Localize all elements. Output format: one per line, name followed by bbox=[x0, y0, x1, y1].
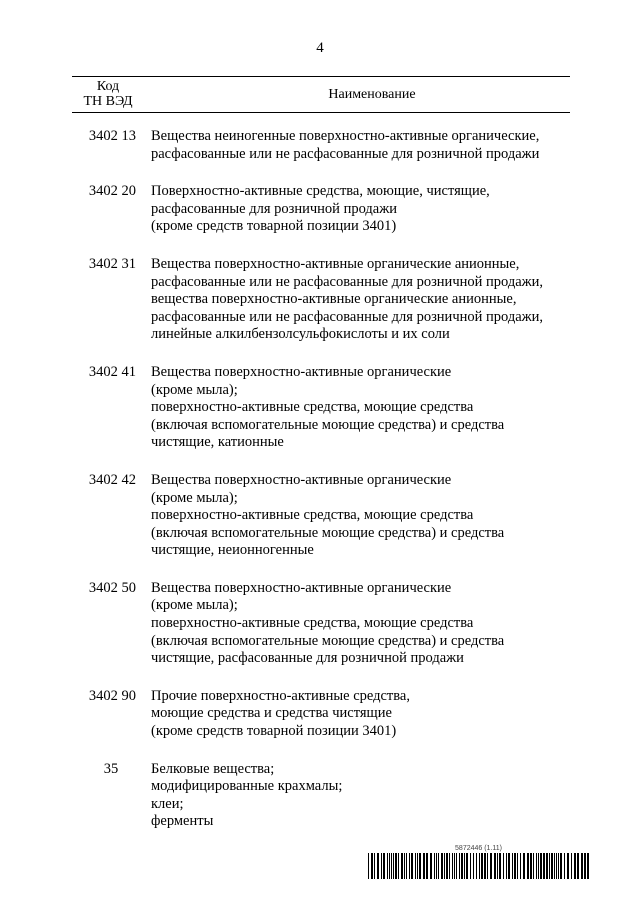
entry-name bbox=[151, 580, 571, 668]
page-number: 4 bbox=[316, 40, 324, 56]
entry-name-line: Поверхностно-активные средства, моющие, чистящие, bbox=[151, 183, 490, 200]
entry-name-line: ферменты bbox=[151, 813, 214, 830]
code-column-header bbox=[72, 79, 144, 109]
code-header-line1: Код bbox=[96, 79, 120, 94]
entry-35 bbox=[0, 761, 640, 831]
entry-name-line: (кроме средств товарной позиции 3401) bbox=[151, 723, 397, 740]
entry-name-line: чистящие, неионногенные bbox=[151, 542, 314, 559]
entry-3402-90 bbox=[0, 688, 640, 741]
entry-name bbox=[151, 472, 571, 560]
entry-name-line: чистящие, катионные bbox=[151, 434, 284, 451]
entry-code: 3402 42 bbox=[88, 471, 136, 488]
entry-name-line: модифицированные крахмалы; bbox=[151, 778, 343, 795]
entry-name bbox=[151, 183, 571, 236]
name-column-header: Наименование bbox=[328, 87, 416, 102]
entry-name-line: (кроме мыла); bbox=[151, 597, 238, 614]
barcode-icon bbox=[368, 853, 590, 879]
entry-name bbox=[151, 688, 571, 741]
entry-code: 3402 50 bbox=[88, 579, 136, 596]
entry-name-line: поверхностно-активные средства, моющие средства bbox=[151, 399, 474, 416]
entry-name-line: расфасованные или не расфасованные для розничной продажи, bbox=[151, 273, 544, 290]
document-stamp bbox=[368, 845, 590, 879]
entry-name bbox=[151, 128, 571, 163]
entry-name-line: Прочие поверхностно-активные средства, bbox=[151, 687, 410, 704]
entry-name-line: (включая вспомогательные моющие средства) и средства bbox=[151, 416, 505, 433]
entry-name-line: (кроме мыла); bbox=[151, 489, 238, 506]
entry-name-line: расфасованные или не расфасованные для розничной продажи bbox=[151, 145, 540, 162]
entry-code: 35 bbox=[103, 760, 119, 777]
entry-name bbox=[151, 364, 571, 452]
entries-list bbox=[0, 128, 640, 851]
entry-3402-31 bbox=[0, 256, 640, 344]
entry-3402-20 bbox=[0, 183, 640, 236]
entry-code: 3402 13 bbox=[88, 128, 136, 144]
entry-name-line: Вещества неиногенные поверхностно-активные органические, bbox=[151, 128, 540, 144]
entry-name-line: Вещества поверхностно-активные органические bbox=[151, 471, 452, 488]
entry-name-line: клеи; bbox=[151, 795, 184, 812]
entry-3402-13 bbox=[0, 128, 640, 163]
table-header bbox=[72, 76, 570, 113]
entry-name-line: (включая вспомогательные моющие средства) и средства bbox=[151, 632, 505, 649]
entry-name-line: Вещества поверхностно-активные органические bbox=[151, 579, 452, 596]
entry-name-line: (включая вспомогательные моющие средства) и средства bbox=[151, 524, 505, 541]
entry-code: 3402 31 bbox=[88, 255, 136, 272]
entry-name-line: Белковые вещества; bbox=[151, 760, 275, 777]
entry-code: 3402 41 bbox=[88, 363, 136, 380]
entry-name bbox=[151, 256, 571, 344]
entry-3402-42 bbox=[0, 472, 640, 560]
entry-name-line: расфасованные для розничной продажи bbox=[151, 200, 398, 217]
entry-name bbox=[151, 761, 571, 831]
entry-name-line: моющие средства и средства чистящие bbox=[151, 705, 392, 722]
entry-name-line: (кроме мыла); bbox=[151, 381, 238, 398]
entry-name-line: расфасованные или не расфасованные для розничной продажи, bbox=[151, 308, 544, 325]
entry-name-line: Вещества поверхностно-активные органические bbox=[151, 363, 452, 380]
entry-name-line: чистящие, расфасованные для розничной продажи bbox=[151, 650, 464, 667]
entry-3402-41 bbox=[0, 364, 640, 452]
entry-code: 3402 20 bbox=[88, 183, 136, 200]
entry-name-line: Вещества поверхностно-активные органические анионные, bbox=[151, 255, 520, 272]
entry-name-line: (кроме средств товарной позиции 3401) bbox=[151, 218, 397, 235]
entry-name-line: поверхностно-активные средства, моющие средства bbox=[151, 507, 474, 524]
entry-name-line: линейные алкилбензолсульфокислоты и их соли bbox=[151, 326, 450, 343]
entry-name-line: поверхностно-активные средства, моющие средства bbox=[151, 615, 474, 632]
code-header-line2: ТН ВЭД bbox=[83, 94, 133, 109]
entry-name-line: вещества поверхностно-активные органические анионные, bbox=[151, 291, 517, 308]
stamp-number: 5872446 (1.11) bbox=[455, 845, 502, 852]
entry-code: 3402 90 bbox=[88, 687, 136, 704]
entry-3402-50 bbox=[0, 580, 640, 668]
